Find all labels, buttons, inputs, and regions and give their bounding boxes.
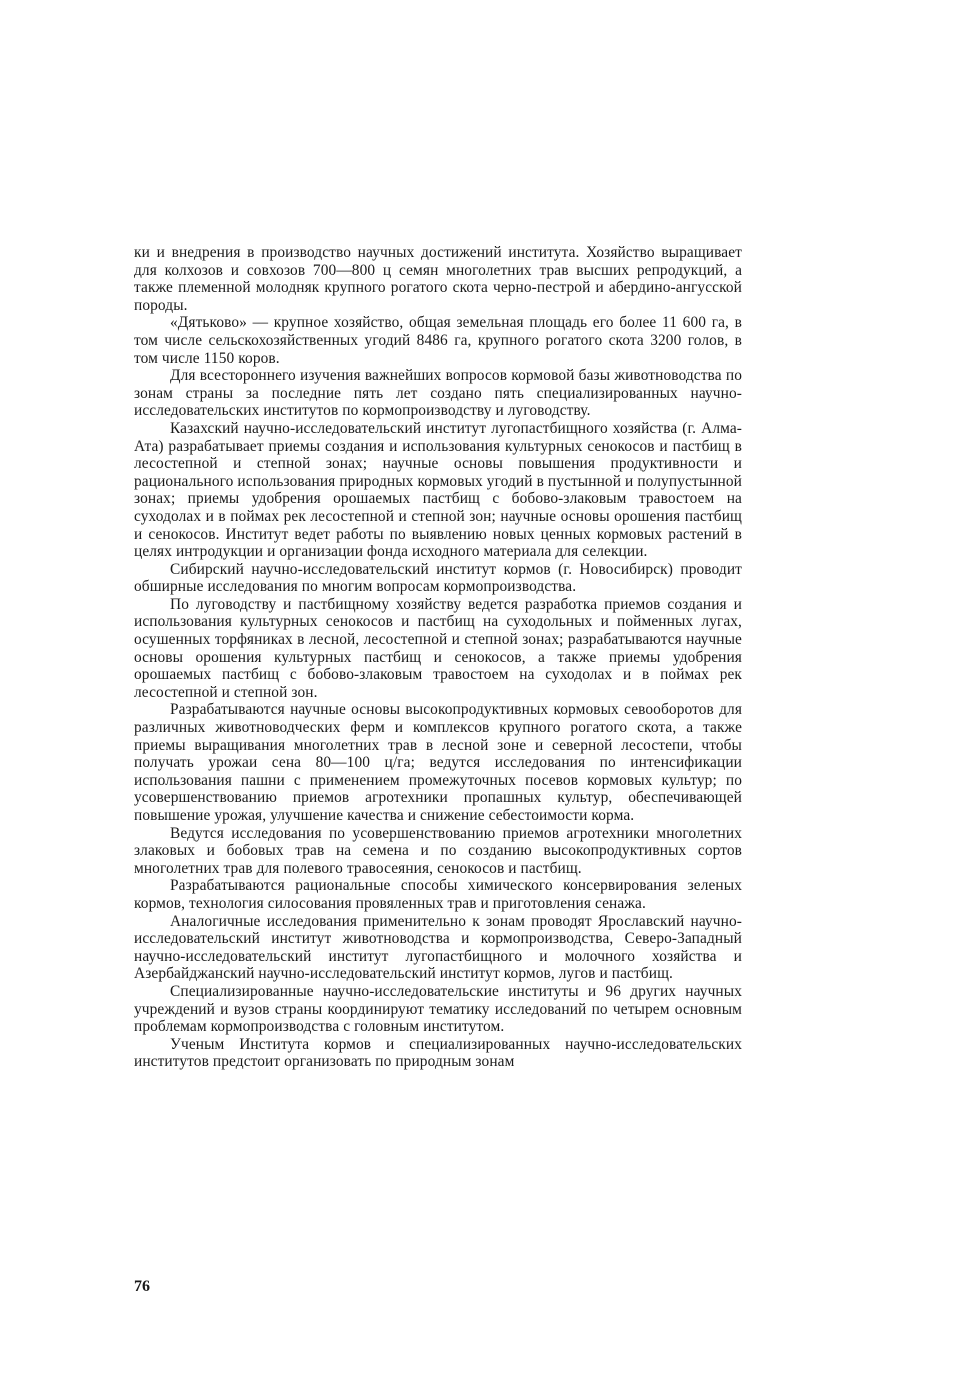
paragraph-1: ки и внедрения в производство научных достижений института. Хозяйство выращивает для колхозов и совхозов 700—800 ц семян многолетних трав высших репродукций, а также племенной молодняк крупного рогатого скота черно-пестрой и абердино-ангусской породы. bbox=[134, 244, 742, 314]
paragraph-9: Разрабатываются рациональные способы химического консервирования зеленых кормов, технология силосования провяленных трав и приготовления сенажа. bbox=[134, 877, 742, 912]
paragraph-3: Для всестороннего изучения важнейших вопросов кормовой базы животноводства по зонам страны за последние пять лет создано пять специализированных научно-исследовательских институтов по кормопроизводству и луговодству. bbox=[134, 367, 742, 420]
paragraph-10: Аналогичные исследования применительно к зонам проводят Ярославский научно-исследовательский институт животноводства и кормопроизводства, Северо-Западный научно-исследовательский институт лугопастбищного и молочного хозяйства и Азербайджанский научно-исследовательский институт кормов, лугов и пастбищ. bbox=[134, 912, 742, 983]
paragraph-8: Ведутся исследования по усовершенствованию приемов агротехники многолетних злаковых и бобовых трав на семена и по созданию высокопродуктивных сортов многолетних трав для полевого травосеяния, сенокосов и пастбищ. bbox=[134, 824, 742, 877]
paragraph-2: «Дятьково» — крупное хозяйство, общая земельная площадь его более 11 600 га, в том числе сельскохозяйственных угодий 8486 га, крупного рогатого скота 3200 голов, в том числе 1150 коров. bbox=[134, 314, 742, 367]
paragraph-5: Сибирский научно-исследовательский институт кормов (г. Новосибирск) проводит обширные исследования по многим вопросам кормопроизводства. bbox=[134, 560, 742, 596]
page-text-block bbox=[134, 244, 742, 1071]
paragraph-12: Ученым Института кормов и специализированных научно-исследовательских институтов предстоит организовать по природным зонам bbox=[134, 1035, 742, 1071]
paragraph-4: Казахский научно-исследовательский институт лугопастбищного хозяйства (г. Алма-Ата) разрабатывает приемы создания и использования культурных сенокосов и пастбищ в лесостепной и степной зонах; научные основы повышения продуктивности и рационального использования природных кормовых угодий в пустынной и полупустынной зонах; приемы удобрения орошаемых пастбищ с бобово-злаковым травостоем на суходолах и в поймах рек лесостепной и степной зон; научные основы орошения пастбищ и сенокосов. Институт ведет работы по выявлению новых ценных кормовых растений в целях интродукции и организации фонда исходного материала для селекции. bbox=[134, 419, 742, 561]
paragraph-11: Специализированные научно-исследовательские институты и 96 других научных учреждений и вузов страны координируют тематику исследований по четырем основным проблемам кормопроизводства с головным институтом. bbox=[134, 982, 742, 1036]
paragraph-6: По луговодству и пастбищному хозяйству ведется разработка приемов создания и использования культурных сенокосов и пастбищ на суходольных и пойменных лугах, осушенных торфяниках в лесной, лесостепной и степной зонах; разрабатываются научные основы орошения культурных пастбищ и сенокосов, а также приемы удобрения орошаемых пастбищ с бобово-злаковым травостоем на суходолах и в поймах рек лесостепной и степной зон. bbox=[134, 595, 742, 701]
paragraph-7: Разрабатываются научные основы высокопродуктивных кормовых севооборотов для различных животноводческих ферм и комплексов крупного рогатого скота, а также приемы выращивания многолетних трав в лесной зоне и северной лесостепи, чтобы получать урожаи сена 80—100 ц/га; ведутся исследования по интенсификации использования пашни с применением промежуточных посевов кормовых культур; по усовершенствованию приемов агротехники пропашных культур, обеспечивающей повышение урожая, улучшение качества и снижение себестоимости корма. bbox=[134, 701, 742, 824]
page-number: 76 bbox=[134, 1278, 150, 1295]
